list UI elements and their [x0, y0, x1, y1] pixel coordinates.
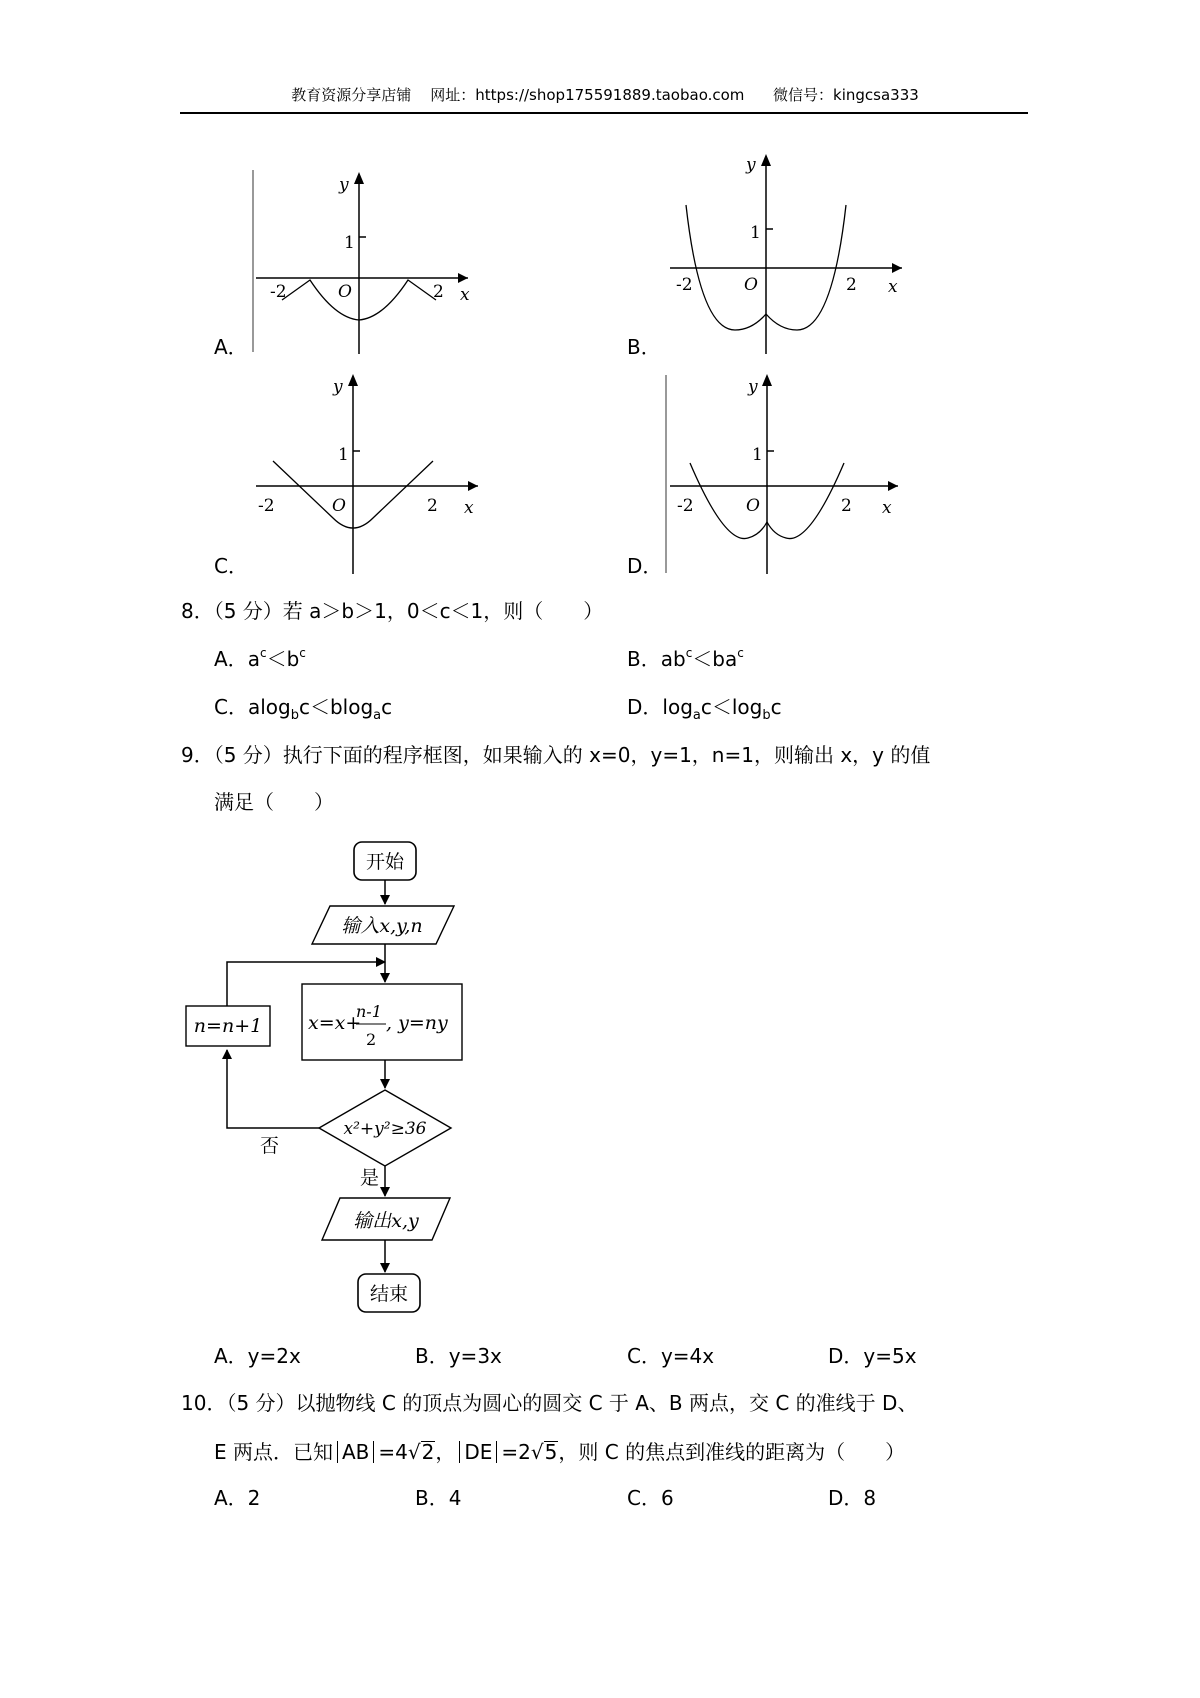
flow-assign-y: , y=ny	[386, 1012, 448, 1034]
graph-b-tick-1: 1	[750, 223, 761, 243]
graph-a-origin: O	[338, 282, 352, 302]
flow-input: 输入x,y,n	[341, 915, 423, 937]
graph-b-tick-2: 2	[846, 275, 857, 295]
q8-option-c: C．alog$_b$c＜blog$_a$c	[214, 695, 393, 723]
header-url: 网址：https://shop175591889.taobao.com	[430, 86, 745, 104]
q9-option-c: C．y=4x	[627, 1344, 715, 1368]
q10-stem-line2: E 两点．已知 AB =4√2， DE =2√5，则 C 的焦点到准线的距离为（ ）	[214, 1440, 906, 1464]
q8-stem: 8．（5 分）若 a＞b＞1，0＜c＜1，则（ ）	[181, 599, 604, 623]
graph-c-y-label: y	[333, 377, 343, 397]
graph-c-tick-1: 1	[338, 445, 349, 465]
header-wechat: 微信号：kingcsa333	[773, 86, 919, 104]
graph-b-origin: O	[744, 275, 758, 295]
q10-stem-line1: 10．（5 分）以抛物线 C 的顶点为圆心的圆交 C 于 A、B 两点，交 C 的准线于 D、	[181, 1391, 918, 1415]
graph-a-x-label: x	[460, 285, 470, 305]
header-shop: 教育资源分享店铺	[291, 86, 412, 104]
graph-c-tick-neg2: -2	[258, 496, 275, 516]
graph-d-tick-2: 2	[841, 496, 852, 516]
graph-a-y-label: y	[339, 175, 349, 195]
graph-d-tick-1: 1	[752, 445, 763, 465]
q7-option-b-label: B．	[627, 335, 661, 359]
q10-option-c: C．6	[627, 1486, 674, 1510]
graph-b-y-label: y	[746, 155, 756, 175]
flow-update-n: n=n+1	[193, 1015, 263, 1037]
graph-c-x-label: x	[464, 498, 474, 518]
flow-condition: x²+y²≥36	[343, 1119, 427, 1139]
flow-start: 开始	[365, 851, 405, 873]
q7-option-d-label: D．	[627, 554, 663, 578]
graph-d-tick-neg2: -2	[677, 496, 694, 516]
graph-c-origin: O	[332, 496, 346, 516]
flow-frac-den: 2	[366, 1030, 377, 1049]
graph-a-tick-2: 2	[433, 282, 444, 302]
graph-d-x-label: x	[882, 498, 892, 518]
graph-d-origin: O	[746, 496, 760, 516]
graph-b-tick-neg2: -2	[676, 275, 693, 295]
flow-end: 结束	[369, 1283, 409, 1305]
q9-stem-line2: 满足（ ）	[214, 790, 334, 814]
graph-a-tick-1: 1	[344, 233, 355, 253]
q10-option-d: D．8	[828, 1486, 877, 1510]
flow-no: 否	[260, 1135, 280, 1157]
q7-option-c-label: C．	[214, 554, 248, 578]
graph-a-tick-neg2: -2	[270, 282, 287, 302]
q10-option-a: A．2	[214, 1486, 261, 1510]
flow-yes: 是	[360, 1167, 380, 1189]
q9-stem-line1: 9．（5 分）执行下面的程序框图，如果输入的 x=0，y=1，n=1，则输出 x，y 的值	[181, 743, 931, 767]
q10-option-b: B．4	[415, 1486, 462, 1510]
flow-output: 输出x,y	[353, 1210, 419, 1232]
flow-assign-x: x=x+	[308, 1012, 362, 1034]
q9-option-b: B．y=3x	[415, 1344, 502, 1368]
q8-option-a: A．$a^c<b^c$	[214, 646, 306, 671]
q9-option-a: A．y=2x	[214, 1344, 301, 1368]
q8-option-b: B．$ab^c<ba^c$	[627, 646, 744, 671]
q9-option-d: D．y=5x	[828, 1344, 917, 1368]
graph-c-tick-2: 2	[427, 496, 438, 516]
q8-option-d: D．$\log_ac<\log_bc$	[627, 695, 782, 723]
graph-b-x-label: x	[888, 277, 898, 297]
flow-frac-num: n-1	[356, 1002, 382, 1021]
graph-d-y-label: y	[748, 377, 758, 397]
q7-option-a-label: A．	[214, 335, 248, 359]
